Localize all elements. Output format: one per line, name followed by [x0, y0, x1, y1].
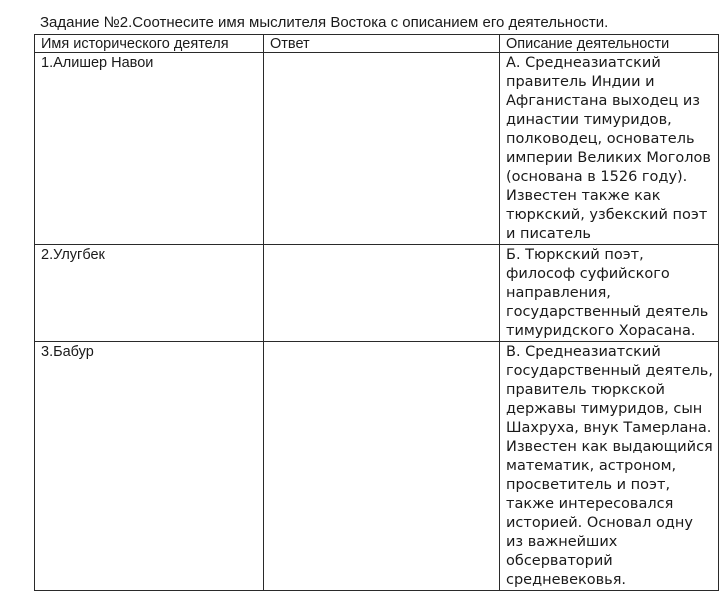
answer-cell[interactable]: [264, 342, 500, 591]
header-name: Имя исторического деятеля: [35, 35, 264, 53]
name-cell: 2.Улугбек: [35, 245, 264, 342]
description-cell: А. Среднеазиатский правитель Индии и Афганистана выходец из династии тимуридов, полководец, основатель империи Великих Моголов (основана в 1526 году). Известен также как тюркский, узбекский поэт и писатель: [500, 53, 719, 245]
matching-table: [34, 34, 719, 591]
description-cell: В. Среднеазиатский государственный деятель, правитель тюркской державы тимуридов, сын Шахруха, внук Тамерлана. Известен как выдающийся математик, астроном, просветитель и поэт, также интересовался историей. Основал одну из важнейших обсерваторий средневековья.: [500, 342, 719, 591]
name-cell: 3.Бабур: [35, 342, 264, 591]
answer-cell[interactable]: [264, 53, 500, 245]
header-description: Описание деятельности: [500, 35, 719, 53]
table-row: [35, 342, 719, 591]
table-row: [35, 53, 719, 245]
table-header-row: [35, 35, 719, 53]
answer-cell[interactable]: [264, 245, 500, 342]
table-row: [35, 245, 719, 342]
task-title: Задание №2.Соотнесите имя мыслителя Востока с описанием его деятельности.: [40, 14, 609, 31]
name-cell: 1.Алишер Навои: [35, 53, 264, 245]
header-answer: Ответ: [264, 35, 500, 53]
description-cell: Б. Тюркский поэт, философ суфийского направления, государственный деятель тимуридского Хорасана.: [500, 245, 719, 342]
